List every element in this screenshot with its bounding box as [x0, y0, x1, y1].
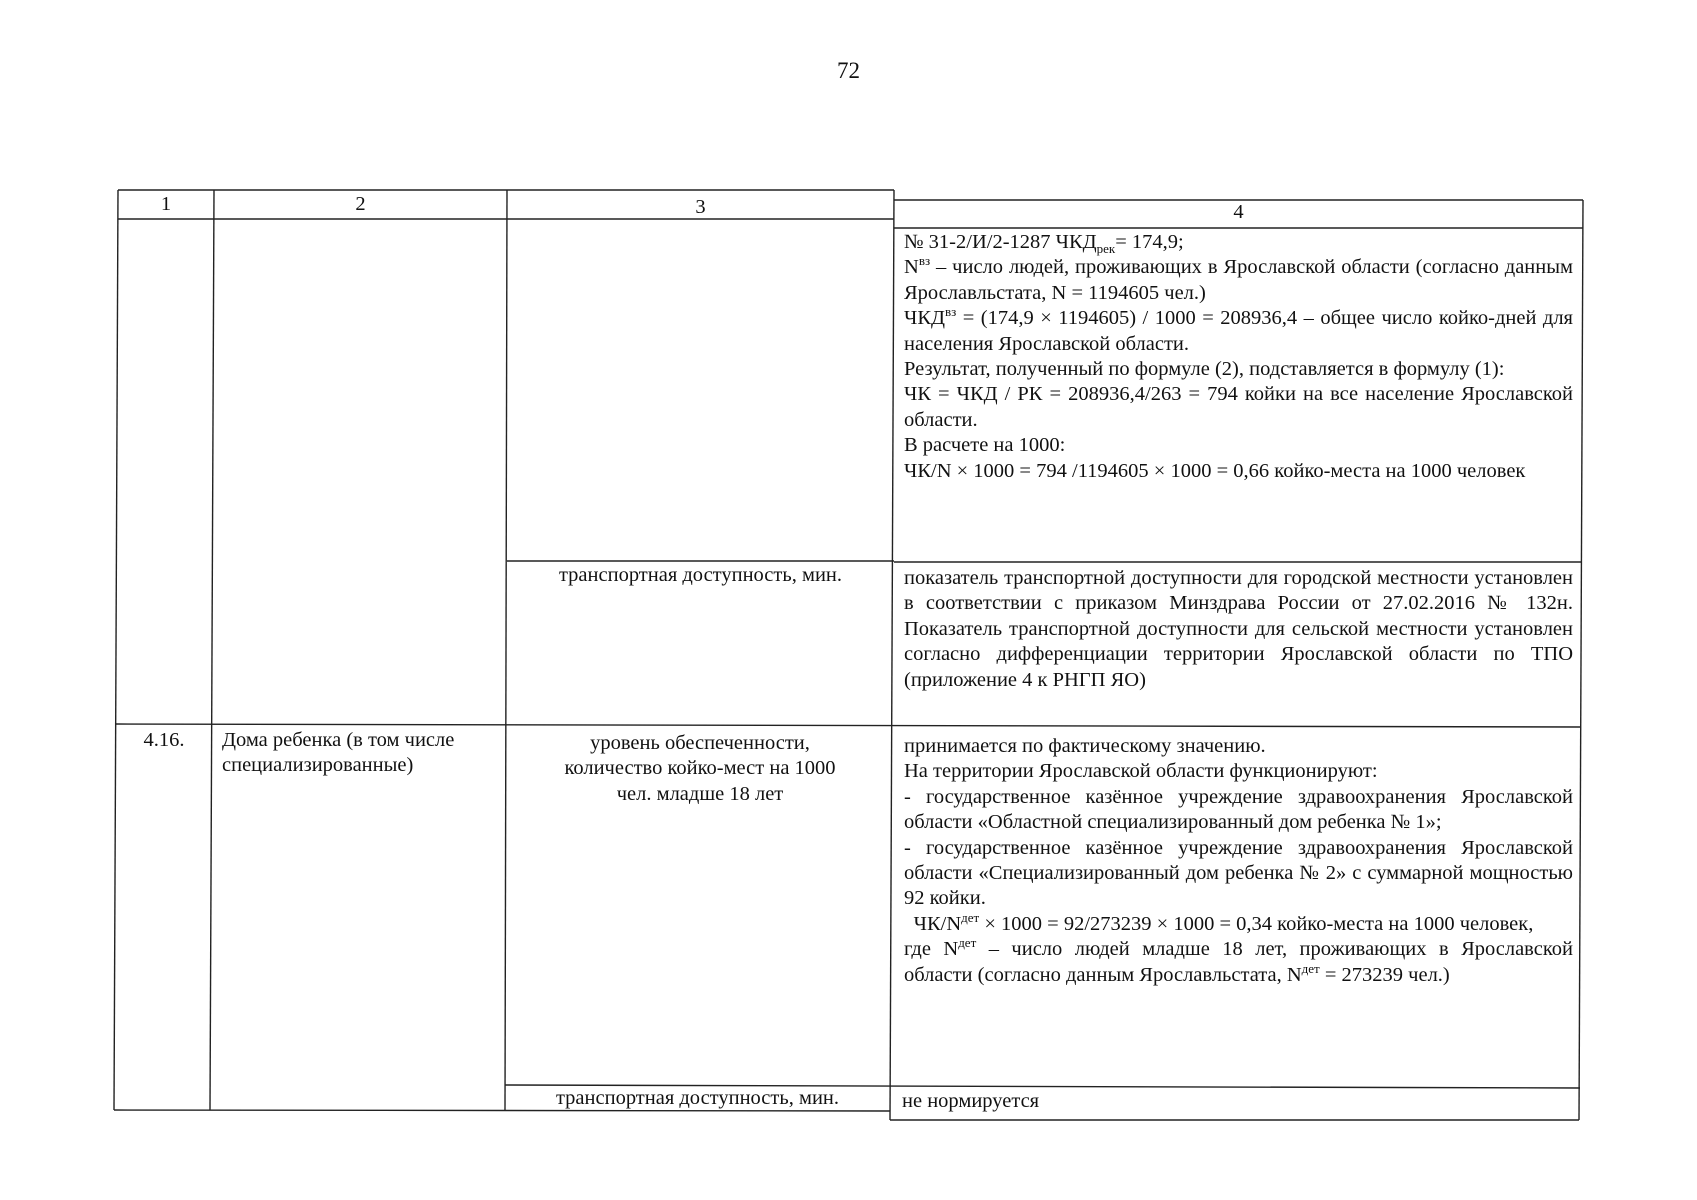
transport-value-1: показатель транспортной доступности для городской местности установлен в соответствии с приказом Минздрава России от 27.02.2016 № 132н. Показатель транспортной доступности для сельской местности установлен согласно дифференциации территории Ярославской области по ТПО (приложение 4 к РНГП ЯО): [904, 567, 1573, 691]
row-value-416: [904, 734, 1573, 988]
calc-line-4: Результат, полученный по формуле (2), подставляется в формулу (1):: [904, 358, 1505, 381]
calc-line-3: $ЧКД^{вз} = (174,9 \times 1194605) / 1000 = 208936,4$ – общее число койко-дней для населения Ярославской области.: [904, 304, 1573, 355]
page-number: 72: [837, 58, 860, 83]
value-416-line-4: - государственное казённое учреждение здравоохранения Ярославской области «Специализированный дом ребенка № 2» с суммарной мощностью 92 койки.: [904, 836, 1573, 910]
value-416-line-5: где $N^{дет}$ – число людей младше 18 лет, проживающих в Ярославской области (согласно данным Ярославльстата, $N^{дет} = 273239$ чел.): [904, 935, 1573, 986]
header-col-2: 2: [355, 193, 366, 215]
value-416-line-1: принимается по фактическому значению.: [904, 735, 1266, 757]
transport-value-2: не нормируется: [902, 1090, 1040, 1112]
calc-line-5: ЧК = ЧКД / РК = 208936,4/263 = 794 койки на все население Ярославской области.: [904, 383, 1573, 431]
transport-indicator-1: транспортная доступность, мин.: [558, 564, 843, 586]
row-number-416: 4.16.: [143, 729, 185, 751]
calc-line-1: № 31-2/И/2-1287 $ЧКД_{рек}= 174,9$;: [904, 231, 1184, 257]
calc-line-7: ЧК/N × 1000 = 794 /1194605 × 1000 = 0,66 койко-места на 1000 человек: [904, 459, 1526, 482]
value-416-line-2: На территории Ярославской области функционируют:: [904, 760, 1378, 783]
calc-line-2: $N^{вз}$ – число людей, проживающих в Ярославской области (согласно данным Ярославльстата, N = 1194605 чел.): [904, 253, 1573, 304]
calc-block: [904, 230, 1573, 484]
formula-416: $ЧК/N^{дет} \times 1000 = 92/273239 \times 1000 = 0,34$ койко-места на 1000 человек,: [913, 910, 1534, 935]
row-indicator-416: уровень обеспеченности, количество койко-мест на 1000 чел. младше 18 лет: [564, 732, 836, 805]
header-col-1: 1: [160, 193, 172, 215]
header-col-3: 3: [695, 196, 706, 218]
value-416-line-3: - государственное казённое учреждение здравоохранения Ярославской области «Областной специализированный дом ребенка № 1»;: [904, 785, 1573, 834]
calc-line-6: В расчете на 1000:: [904, 434, 1066, 457]
transport-indicator-2: транспортная доступность, мин.: [555, 1087, 840, 1109]
row-name-416: Дома ребенка (в том числе специализированные): [222, 729, 455, 777]
header-col-4: 4: [1233, 201, 1244, 223]
